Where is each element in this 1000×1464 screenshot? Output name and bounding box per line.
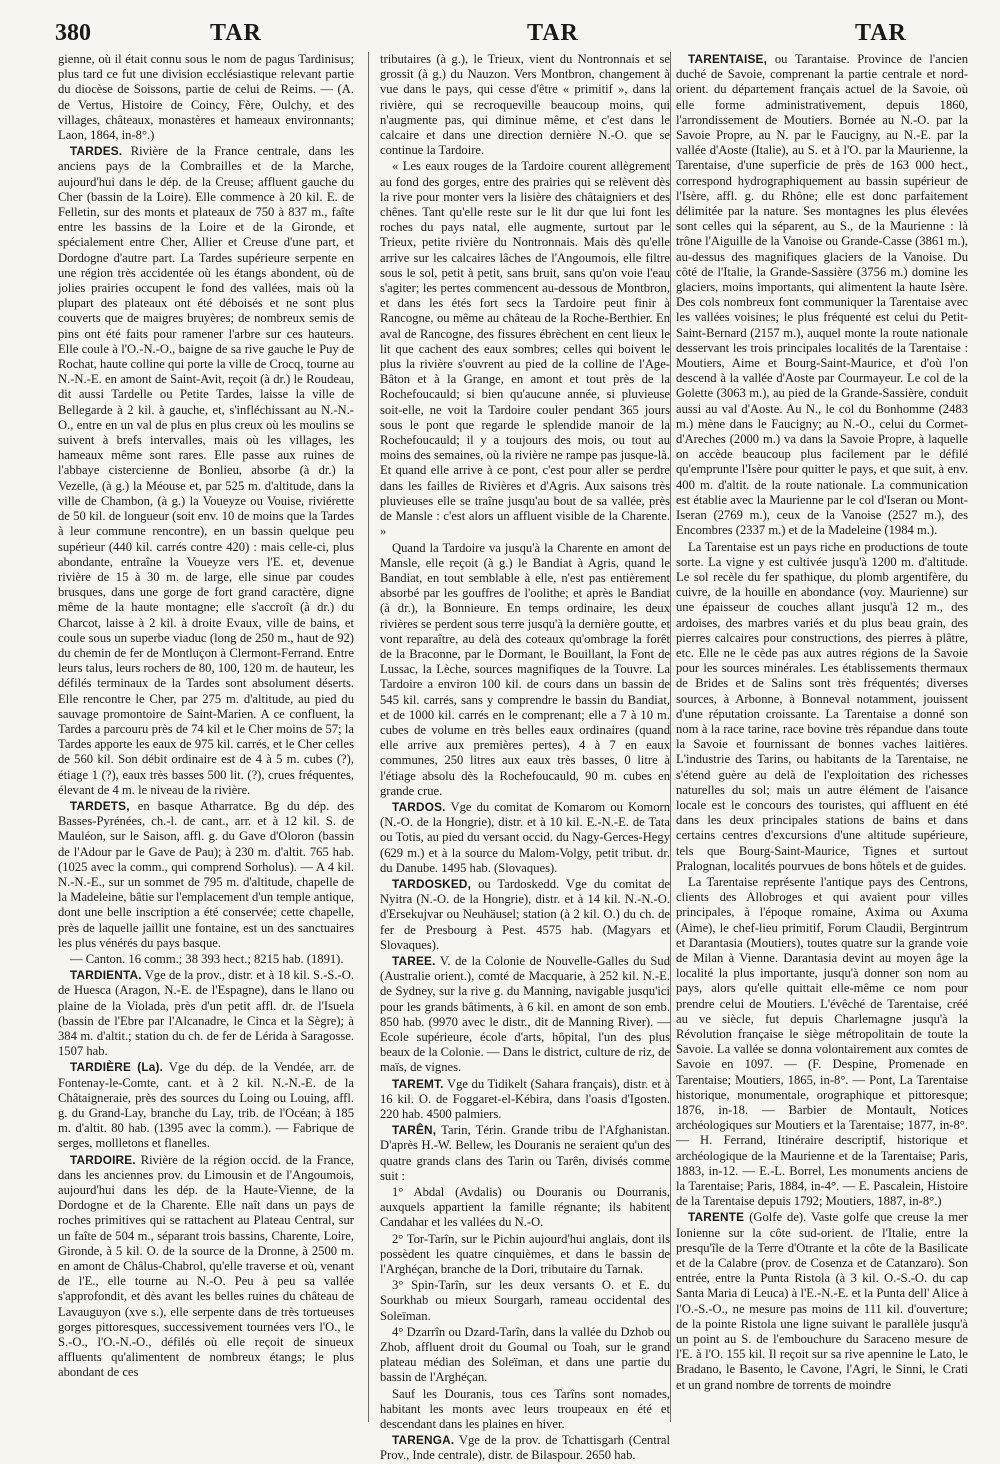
entry-text: Rivière de la France centrale, dans les anciens pays de la Combrailles et de la Marche, aujourd'hui dans le dép. de la Creuse; affluent gauche du Cher (bassin de la Loire). Elle commence à 20 kil. E. de Felletin, sur des monts et plateaux de 750 à 837 m., faîte entre les bassins de la Loire et de la Gironde, et spécialement entre Cher, Allier et Creuse d'une part, et Dordogne d'autre part. La Tardes supérieure serpente en une région très accidentée où les étangs abondent, où de jolies prairies occupent le fond des vallées, mais où la plupart des plateaux ont été déboisés et ne sont plus couverts que de maigres bruyères; de nombreux semis de pins ont été faits pour ramener l'arbre sur ces hauteurs. Elle coule à l'O.-N.-O., baigne de sa rive gauche le Puy de Rochat, haute colline qui porte la ville de Crocq, tourne au N.-N.-E. en amont de Saint-Avit, reçoit (à dr.) le Roudeau, dit aussi Tardelle ou Petite Tardes, laisse la ville de Bellegarde à 2 kil. à gauche, et, s'infléchissant au N.-N.-O., entre en un val de plus en plus creux où les moulins se suivent à brefs intervalles, mais où les villages, les hameaux même sont rares. Elle passe aux ruines de l'abbaye cistercienne de Bonlieu, absorbe (à dr.) la Vezelle, (à g.) la Méouse et, par 525 m. d'altitude, dans la ville de Chambon, (à g.) la Voueyze ou Vouise, riviérette de 50 kil. de longueur (soit env. 10 de moins que la Tardes à leur commune rencontre), en un bassin quelque peu supérieur (440 kil. carrés contre 420) : mais celle-ci, plus abondante, entraîne la Voueyze vers l'E. et, devenue rivière de 15 à 30 m. de large, elle sinue par coudes brusques, dans une gorge de fort grand caractère, digne même de la haute montagne; elle s'accroît (à dr.) du Charcot, laisse à 2 kil. à droite Evaux, ville de bains, et coule sous un superbe viaduc (long de 250 m., haut de 92) du chemin de fer de Montluçon à Clermont-Ferrand. Entre leurs talus, leurs rochers de 80, 100, 120 m. de hauteur, les défilés terminaux de la Tardes sont absolument déserts. Elle rencontre le Cher, par 275 m. d'altitude, au pied du sauvage promontoire de Saint-Marien. A ce confluent, la Tardes a parcouru près de 74 kil et le Cher moins de 57; la Tardes apporte les eaux de 975 kil. carrés, et le Cher celles de 560 kil. Son débit ordinaire est de 4 à 5 m. cubes (?), étiage 1 (?), eaux très basses 500 lit. (?), crues fréquentes, élevant de 4 m. le niveau de la rivière. [58,144,354,797]
entry-tarenga [380,1433,670,1463]
entry-text: Vge de la prov., distr. et à 18 kil. S.-S.-O. de Huesca (Aragon, N.-E. de l'Espagne), dans le llano ou plaine de la Violada, près d'un petit affl. dr. de l'Isuela (bassin de l'Ebre par l'Alcanadre, le Cinca et la Sègre); à 384 m. d'altit.; station du ch. de fer de Lérida à Saragosse. 1507 hab. [58,968,354,1059]
entry-text: en basque Atharratce. Bg du dép. des Basses-Pyrénées, ch.-l. de cant., arr. et à 12 kil. S. de Mauléon, sur le Saison, affl. g. du Gave d'Oloron (bassin de l'Adour par le Gave de Pau); à 230 m. d'altit. 765 hab. (1025 avec la comm., qui comprend Sorholus). — A 4 kil. N.-N.-E., sur un sommet de 795 m. d'altitude, chapelle de la Madeleine, bâtie sur l'emplacement d'un temple antique, dont une belle inscription a été conservée; cette chapelle, près de laquelle jaillit une fontaine, est un des sanctuaires les plus vénérés du pays basque. [58,798,354,950]
entry-headword: TARDIENTA. [70,968,142,983]
paragraph-text: Sauf les Douranis, tous ces Tarîns sont nomades, habitant les monts avec leurs troupeaux en été et descendant dans les plaines en hiver. [380,1386,670,1432]
paragraph-text: 3° Spin-Tarîn, sur les deux versants O. et E. du Sourkhab ou mieux Sourgarh, rameau occidental des Soleïman. [380,1278,670,1323]
column-rule-1 [368,52,369,1422]
paragraph [380,541,670,799]
entry-text: ou Tarantaise. Province de l'ancien duché de Savoie, comprenant la partie centrale et nord-orient. du département français actuel de la Savoie, où elle forme administrativement, depuis 1860, l'arrondissement de Moutiers. Bornée au N.-O. par la Savoie Propre, au N. par le Faucigny, au N.-E. par la vallée d'Aoste (Italie), au S. et à l'O. par la Maurienne, la Tarentaise, d'une superficie de près de 163 000 hect., correspond hydrographiquement au bassin supérieur de l'Isère, affl. g. du Rhône; elle est donc parfaitement délimitée par la nature. Ses montagnes les plus élevées sont celles qui la séparent, au S., de la Maurienne : là trône l'Aiguille de la Vanoise ou Grande-Casse (3861 m.), au-dessus des magnifiques glaciers de la Vanoise. Du côté de l'Italie, la Grande-Sassière (3756 m.) domine les glaciers, moins importants, qui alimentent la haute Isère. Des cols nombreux font communiquer la Tarentaise avec les vallées voisines; le plus fréquenté est celui du Petit-Saint-Bernard (2157 m.), auquel monte la route nationale desservant les trois principales localités de la Tarentaise : Moutiers, Aime et Bourg-Saint-Maurice, et d'où l'on descend à la vallée d'Aoste par Courmayeur. Le col de la Golette (3063 m.), au pied de la Grande-Sassière, conduit aussi au val d'Aoste. Au N., le col du Bonhomme (2483 m.) mène dans le Faucigny; au N.-O., celui du Cormet-d'Areches (2000 m.) va dans la Savoie Propre, à laquelle on accède beaucoup plus facilement par le défilé qu'emprunte l'Isère pour quitter le pays, et que suit, à env. 400 m. d'altit. de la route nationale. La communication est établie avec la Maurienne par le col d'Iseran ou Mont-Iseran (2769 m.), ceux de la Vanoise (2527 m.), des Encombres (2337 m.) et de la Madeleine (1984 m.). [676,52,968,538]
entry-tardosked [380,877,670,953]
paragraph-text: gienne, où il était connu sous le nom de pagus Tardinisus; plus tard ce fut une division ecclésiastique relevant partie du diocèse de Soissons, partie de celui de Reims. — (A. de Vertus, Histoire de Coincy, Fère, Oulchy, et des villages, châteaux, monastères et hameaux environnants; Laon, 1864, in-8°.) [58,52,354,143]
list-item [380,1278,670,1324]
page-number: 380 [55,20,91,46]
entry-text: Rivière de la région occid. de la France, dans les anciennes prov. du Limousin et de l'Angoumois, aujourd'hui dans les dép. de la Haute-Vienne, de la Dordogne et de la Charente. Elle naît dans un pays de roches primitives qui se rattachent au Plateau Central, sur un faîte de 504 m., séparant trois bassins, Charente, Loire, Gironde, à 5 kil. O. de la source de la Dronne, à 2500 m. en amont de Châlus-Chabrol, qu'elle traverse et où, venant de l'E., elle tourne au N.-O. Peu à peu sa vallée s'approfondit, et dès avant les belles ruines du château de Lavauguyon (xve s.), elle serpente dans de très tortueuses gorges pittoresques, successivement tournées vers l'O., le S.-O., l'O.-N.-O., défilés où elle reçoit de sinueux affluents qu'alimentent de nombreux étangs; le plus abondant de ces [58,1152,354,1380]
entry-taremt [380,1077,670,1123]
paragraph [676,875,968,1209]
quotation [380,159,670,539]
paragraph-text: Quand la Tardoire va jusqu'à la Charente en amont de Mansle, elle reçoit (à g.) le Bandiat à Agris, quand le Bandiat, en tout semblable à elle, n'est pas entièrement absorbé par les gouffres de l'oolithe; et après le Bandiat (à dr.), la Bonnieure. En temps ordinaire, les deux rivières se perdent sous terre jusqu'à la dernière goutte, et vont reparaître, au delà des coteaux qu'ombrage la forêt de la Braconne, par le Dormant, le Bouillant, la Font de Lussac, la Lèche, sources magnifiques de la Touvre. La Tardoire a environ 100 kil. de cours dans un bassin de 545 kil. carrés, sans y comprendre le bassin du Bandiat, et de 1000 kil. carrés en le comprenant; elle a 7 à 10 m. cubes de volume en très belles eaux ordinaires (quand elle arrive aux premières pertes), 4 à 7 en eaux communes, 250 litres aux eaux très basses, 0 litre à l'étiage absolu dès la Rochefoucauld, 90 m. cubes en grande crue. [380,540,670,798]
paragraph-text: La Tarentaise représente l'antique pays des Centrons, clients des Allobroges et qui avaient pour villes principales, à l'époque romaine, Axima ou Axuma (Aime), le chef-lieu primitif, Forum Claudii, Bergintrum et Darantasia (Moutiers), toutes quatre sur la grande voie de Milan à Vienne. Darantasia devint au moyen âge la localité la plus importante, jusqu'à donner son nom au pays, alors qu'elle quittait elle-même ce nom pour prendre celui de Moutiers. L'évêché de Tarentaise, créé au ve siècle, fut depuis Charlemagne jusqu'à la Révolution française le siège métropolitain de toute la Savoie. La vallée se donna volontairement aux comtes de Savoie en 1097. — (F. Despine, Promenade en Tarentaise; Moutiers, 1865, in-8°. — Pont, La Tarentaise historique, monumentale, orographique et pittoresque; 1876, in-18. — Barbier de Montault, Notices archéologiques sur Moutiers et la Tarentaise; 1877, in-8°. — H. Ferrand, Itinéraire descriptif, historique et archéologique de la Maurienne et de la Tarentaise; Paris, 1883, in-12. — E.-L. Borrel, Les monuments anciens de la Tarentaise; Paris, 1884, in-4°. — E. Pascalein, Histoire de la Tarentaise depuis 1792; Moutiers, 1887, in-8°.) [676,874,968,1209]
entry-headword: TARÊN, [392,1123,437,1138]
text-column-3 [676,52,968,1430]
entry-headword: TAREE. [392,953,436,968]
entry-headword: TARDES. [70,144,123,159]
entry-headword: TARDETS, [70,798,130,813]
paragraph [380,52,670,158]
entry-tarente [676,1210,968,1392]
entry-headword: TARDIÈRE (La). [70,1060,164,1075]
entry-tardes [58,144,354,798]
entry-headword: TARDOIRE. [70,1152,136,1167]
list-item [380,1325,670,1386]
entry-text: V. de la Colonie de Nouvelle-Galles du Sud (Australie orient.), comté de Macquarie, à 252 kil. N.-E. de Sydney, sur la rive g. du Manning, navigable jusqu'ici pour les grands bâtiments, à 6 kil. en amont de son emb. 850 hab. (9970 avec le distr., dit de Manning River). — Ecole supérieure, école d'arts, hôpital, l'un des plus beaux de la Colonie. — Dans le district, culture de riz, de maïs, de vignes. [380,953,670,1075]
paragraph-text: 4° Dzarrîn ou Dzard-Tarîn, dans la vallée du Dzhob ou Zhob, affluent droit du Goumal ou Toah, sur le grand plateau médian des Soleïman, et dans une partie du bassin de l'Arghéçan. [380,1324,670,1385]
entry-headword: TARDOSKED, [392,876,472,891]
entry-tardos [380,800,670,876]
running-headword-center: TAR [527,20,579,46]
list-item [380,1232,670,1278]
entry-text: ou Tardoskedd. Vge du comitat de Nyitra (N.-O. de la Hongrie), distr. et à 14 kil. N.-N.-O. d'Ersekujvar ou Neuhäusel; station (à 2 kil. O.) du ch. de fer de Presbourg à Pest. 4575 hab. (Magyars et Slovaques). [380,876,670,952]
entry-taren [380,1123,670,1184]
entry-tardoire [58,1153,354,1381]
list-item [380,1185,670,1231]
entry-text: Vge de la prov. de Tchattisgarh (Central Prov., Inde centrale), distr. de Bilaspour. 2650 hab. [380,1433,670,1463]
column-rule-2 [670,52,671,1422]
entry-text: Vge du comitat de Komarom ou Komorn (N.-O. de la Hongrie), distr. et à 10 kil. E.-N.-E. de Tata ou Totis, au pied du versant occid. du Nagy-Gerces-Hegy (629 m.) et à la source du Malom-Volgy, petit tribut. dr. du Danube. 1495 hab. (Slovaques). [380,799,670,875]
entry-headword: TARENTE [688,1210,745,1225]
entry-headword: TAREMT. [392,1076,444,1091]
text-column-1 [58,52,354,1430]
entry-tardienta [58,968,354,1059]
entry-text: (Golfe de). Vaste golfe que creuse la mer Ionienne sur la côte sud-orient. de l'Italie, entre la presqu'île de la Terre d'Otrante et la côte de la Basilicate et de la Calabre (prov. de Cosenza et de Catanzaro). Son entrée, entre la Punta Ristola (à 3 kil. O.-S.-O. du cap Santa Maria di Leuca) à l'E.-N.-E. et la Punta dell' Alice à l'O.-S.-O., ne mesure pas moins de 111 kil. d'ouverture; de la pointe Ristola une ligne suivant le parallèle jusqu'à un point au S. de l'embouchure du Saraceno mesure de l'E. à l'O. 155 kil. Il reçoit sur sa rive apennine le Lato, le Bradano, le Basento, le Cavone, l'Agri, le Sinni, le Crati et un grand nombre de torrents de moindre [676,1210,968,1392]
entry-text: Tarin, Térin. Grande tribu de l'Afghanistan. D'après H.-W. Bellew, les Douranis ne seraient qu'un des quatre grands clans des Tarin ou Tarên, divisés comme suit : [380,1123,670,1183]
text-column-2 [380,52,670,1463]
entry-tarentaise [676,52,968,539]
paragraph-text: 2° Tor-Tarîn, sur le Pichin aujourd'hui anglais, dont ils possèdent les quatre cinquièmes, et dans le bassin de l'Arghéçan, branche de la Dori, tributaire du Tarnak. [380,1231,670,1277]
entry-text: Vge du Tidikelt (Sahara français), distr. et à 16 kil. O. de Foggaret-el-Kébira, dans l'oasis d'Igosten. 220 hab. 4500 palmiers. [380,1076,670,1122]
paragraph [380,1387,670,1433]
paragraph [58,52,354,143]
paragraph-text: La Tarentaise est un pays riche en productions de toute sorte. La vigne y est cultivée jusqu'à 1200 m. d'altitude. Le sol recèle du fer spathique, du plomb argentifère, du cuivre, de la houille en abondance (voy. Maurienne) sur une épaisseur de couches allant jusqu'à 12 m., des ardoises, des marbres variés et du plus beau grain, des pierres calcaires pour constructions, des pierres à plâtre, etc. Elle ne le cède pas aux autres régions de la Savoie pour les sources minérales. Les établissements thermaux de Brides et de Salins sont très fréquentés; diverses sources, à Arbonne, à Bonneval notamment, jouissent d'une réputation croissante. La Tarentaise a donné son nom à la race tarine, race bovine très répandue dans toute la Savoie et fournissant de bonnes vaches laitières. L'industrie des Tarins, ou habitants de la Tarentaise, ne s'étend guère au delà de l'exploitation des richesses naturelles du sol; mais un autre élément de l'aisance locale est le concours des touristes, qui affluent en été dans les deux principales stations de bains et dans certains centres d'excursions d'une altitude supérieure, tels que Bourg-Saint-Maurice, Tignes et surtout Pralognan, localités pourvues de bons hôtels et de guides. [676,539,968,873]
entry-headword: TARENTAISE, [688,52,768,66]
canton-line [58,952,354,967]
paragraph-text: — Canton. 16 comm.; 38 393 hect.; 8215 hab. (1891). [70,951,344,966]
paragraph-text: 1° Abdal (Avdalis) ou Douranis ou Dourranis, auxquels appartient la famille régnante; ils habitent Candahar et les vallées du N.-O. [380,1185,670,1230]
entry-headword: TARDOS. [392,799,446,814]
entry-headword: TARENGA. [392,1433,455,1448]
paragraph-text: tributaires (à g.), le Trieux, vient du Nontronnais et se grossit (à g.) du Nauzon. Vers Montbron, changement à vue dans le pays, qui cesse d'être « primitif », dans la rivière, qui se recroqueville beaucoup moins, qui n'augmente pas, qui diminue même, et c'est dans le calcaire et dans une direction dernière N.-O. que se continue la Tardoire. [380,52,670,158]
entry-tardiere [58,1060,354,1151]
entry-taree [380,954,670,1076]
running-headword-right: TAR [855,20,907,46]
entry-text: Vge du dép. de la Vendée, arr. de Fontenay-le-Comte, cant. et à 2 kil. N.-N.-E. de la Châtaigneraie, près des sources du Loing ou Louing, affl. g. du Grand-Lay, branche du Lay, trib. de l'Océan; à 185 m. d'altit. 80 hab. (1395 avec la comm.). — Fabrique de serges, mollletons et flanelles. [58,1060,354,1151]
entry-tardets [58,799,354,951]
paragraph [676,540,968,874]
paragraph-text: « Les eaux rouges de la Tardoire courent allègrement au fond des gorges, entre des prairies qui se relèvent dès la rive pour monter vers la lisière des châtaigniers et des chênes. Tant qu'elle reste sur le lit dur que lui font les roches du pays natal, elle augmente, surtout par le Trieux, petite rivière du Nontronnais. Mais dès qu'elle arrive sur les calcaires lâches de l'Angoumois, elle filtre sous le sol, petit à petit, sans bruit, sans qu'on voie l'eau s'agiter; les pertes commencent au-dessous de Montbron, et dans les étés fort secs la Tardoire peut finir à Rancogne, ou même au château de la Roche-Berthier. En aval de Rancogne, des fissures ébrèchent en cent lieux le lit que cachent des eaux sombres; celles qui boivent le plus la rivière s'ouvrent au pied de la colline de l'Age-Bâton et à la Grange, en amont et tout près de la Rochefoucauld; si bien qu'aucune année, si pluvieuse soit-elle, ne voit la Tardoire couler pendant 365 jours sous le pont que regarde le splendide manoir de la Rochefoucauld; il y a toujours des mois, ou tout au moins des semaines, où la rivière ne rampe pas jusque-là. Et quand elle arrive à ce pont, c'est pour aller se perdre dans les failles de Rivières et d'Agris. Aux saisons très pluvieuses elle se traîne jusqu'au bout de sa vallée, près de Mansle : c'est alors un affluent visible de la Charente. » [380,159,670,539]
page-header [55,18,965,52]
running-headword-left: TAR [210,20,262,46]
